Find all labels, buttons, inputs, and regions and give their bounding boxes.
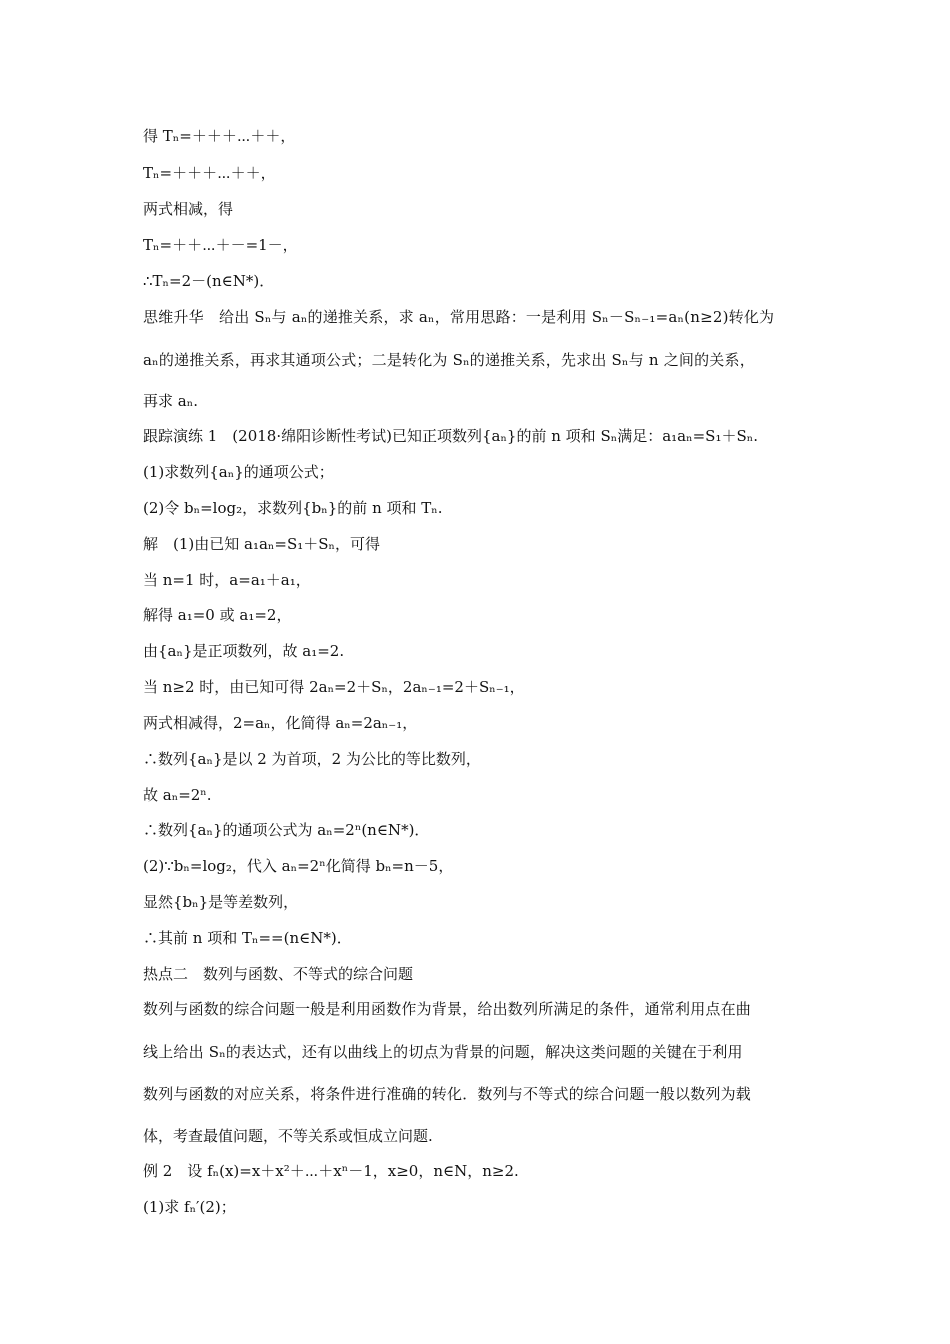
text-line: 当 n≥2 时，由已知可得 2aₙ=2＋Sₙ，2aₙ₋₁=2＋Sₙ₋₁， xyxy=(143,678,525,696)
text-line: 当 n=1 时，a=a₁＋a₁， xyxy=(143,571,311,589)
section-heading: 热点二 数列与函数、不等式的综合问题 xyxy=(143,965,414,983)
text-line: (1)求数列{aₙ}的通项公式； xyxy=(143,463,334,481)
text-line: 两式相减得，2=aₙ，化简得 aₙ=2aₙ₋₁， xyxy=(143,714,418,732)
text-line: 显然{bₙ}是等差数列， xyxy=(143,893,299,911)
text-line: 跟踪演练 1 (2018·绵阳诊断性考试)已知正项数列{aₙ}的前 n 项和 Sₙ满足：a₁aₙ=S₁＋Sₙ. xyxy=(143,427,758,445)
text-line: 两式相减，得 xyxy=(143,200,234,218)
text-line: ∴数列{aₙ}的通项公式为 aₙ=2ⁿ(n∈N*)． xyxy=(143,821,430,839)
text-line: 解 (1)由已知 a₁aₙ=S₁＋Sₙ，可得 xyxy=(143,535,381,553)
text-line: 线上给出 Sₙ的表达式，还有以曲线上的切点为背景的问题，解决这类问题的关键在于利用 xyxy=(143,1043,743,1061)
text-line: 例 2 设 fₙ(x)=x＋x²＋⋯＋xⁿ－1，x≥0，n∈N，n≥2. xyxy=(143,1162,519,1180)
text-line: Tₙ=＋＋⋯＋－=1－， xyxy=(143,236,298,254)
text-line: 得 Tₙ=＋＋＋⋯＋＋， xyxy=(143,127,296,145)
text-line: ∴Tₙ=2－(n∈N*)． xyxy=(143,272,275,290)
text-line: 由{aₙ}是正项数列，故 a₁=2. xyxy=(143,642,345,660)
text-line: 数列与函数的对应关系，将条件进行准确的转化．数列与不等式的综合问题一般以数列为载 xyxy=(143,1085,752,1103)
text-line: 体，考查最值问题，不等关系或恒成立问题. xyxy=(143,1127,433,1145)
text-line: aₙ的递推关系，再求其通项公式；二是转化为 Sₙ的递推关系，先求出 Sₙ与 n 之间的关系， xyxy=(143,351,755,369)
text-line: 再求 aₙ. xyxy=(143,392,198,410)
text-line: 思维升华 给出 Sₙ与 aₙ的递推关系，求 aₙ，常用思路：一是利用 Sₙ－Sₙ₋₁=aₙ(n≥2)转化为 xyxy=(143,308,775,326)
text-line: ∴其前 n 项和 Tₙ==(n∈N*)． xyxy=(143,929,352,947)
text-line: Tₙ=＋＋＋⋯＋＋， xyxy=(143,164,276,182)
text-line: (1)求 fₙ′(2)； xyxy=(143,1198,236,1216)
text-line: ∴数列{aₙ}是以 2 为首项，2 为公比的等比数列， xyxy=(143,750,481,768)
text-line: 故 aₙ=2ⁿ. xyxy=(143,786,212,804)
text-line: 数列与函数的综合问题一般是利用函数作为背景，给出数列所满足的条件，通常利用点在曲 xyxy=(143,1000,752,1018)
text-line: (2)令 bₙ=log₂，求数列{bₙ}的前 n 项和 Tₙ. xyxy=(143,499,443,517)
text-line: (2)∵bₙ=log₂，代入 aₙ=2ⁿ化简得 bₙ=n－5， xyxy=(143,857,454,875)
text-line: 解得 a₁=0 或 a₁=2， xyxy=(143,606,292,624)
